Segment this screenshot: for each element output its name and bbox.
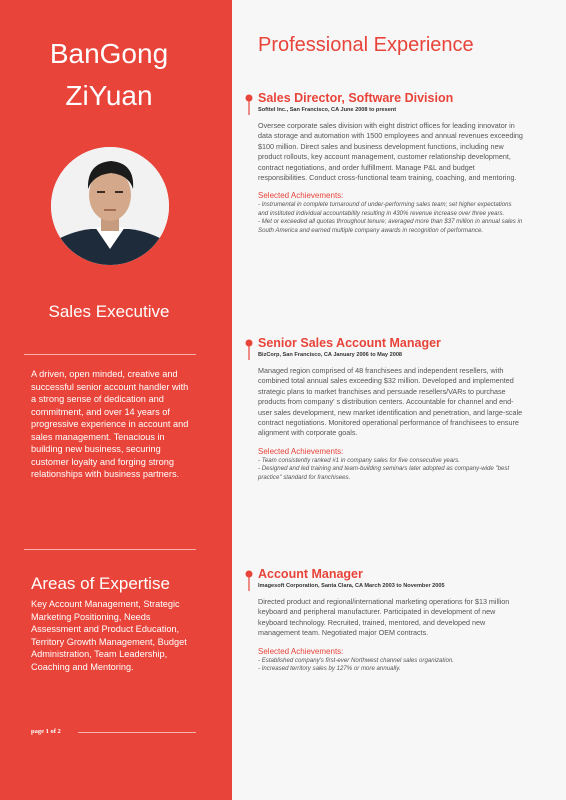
achievements-list [258,657,523,674]
job-role: Sales Executive [48,302,170,321]
achievements-list [258,457,523,483]
job-entry [258,91,523,235]
achievement-item: - Increased territory sales by 127% or more annually. [258,665,401,673]
job-meta: Imagesoft Corporation, Santa Clara, CA March 2003 to November 2005 [258,583,445,589]
job-title: Senior Sales Account Manager [258,336,441,350]
job-description: Managed region comprised of 48 franchisees and independent resellers, with combined total annual sales exceeding $32 million. Developed and implemented strategic plans to market franchises and persuade resellers/VARs to purchase products from company' s distribution centers. Accountable for channel and end-user sales development, new market identification and penetration, and large-scale contract negotiations. Monitored operational performance of franchisees to ensure alignment with corporate goals. [258,366,523,438]
job-entry [258,336,523,482]
expertise-title: Areas of Expertise [31,574,170,593]
achievement-item: - Team consistently ranked #1 in company sales for five consecutive years. [258,456,460,464]
achievements-title: Selected Achievements: [258,646,344,656]
profile-summary: A driven, open minded, creative and successful senior account handler with a strong sense of dedication and commitment, and over 14 years of progressive experience in account and sales management. Tenacious in building new business, securing customer loyalty and forging strong relationships with business partners. [31,369,189,479]
map-pin-icon [244,569,254,591]
divider [24,354,196,355]
job-meta: BizCorp, San Francisco, CA January 2006 to May 2008 [258,352,403,358]
achievement-item: - Established company's first-ever Northwest channel sales organization. [258,656,454,664]
experience-title: Professional Experience [258,34,474,56]
expertise-text: Key Account Management, Strategic Marketing Positioning, Needs Assessment and Product Education, Territory Growth Management, Budget Administration, Team Leadership, Coaching and Mentoring. [31,599,187,672]
profile-photo [51,147,169,265]
job-meta: Softtel Inc., San Francisco, CA June 2008 to present [258,107,397,113]
achievement-item: - Instrumental in complete turnaround of under-performing sales team; set higher expectations and instituted individual accountability resulting in 430% revenue increase over three years. [258,201,512,217]
achievement-item: - Met or exceeded all quotas throughout tenure; averaged more than $37 million in annual sales in South America and earned multiple company awards in recognition of performance. [258,218,523,234]
job-title: Account Manager [258,567,363,581]
job-title: Sales Director, Software Division [258,91,454,105]
first-name: BanGong [49,38,169,69]
page-number: page 1 of 2 [31,728,61,735]
achievements-title: Selected Achievements: [258,191,344,201]
achievements-title: Selected Achievements: [258,446,344,456]
job-description: Oversee corporate sales division with eight district offices for leading innovator in data storage and automation with 1500 employees and annual revenues exceeding $100 million. Direct sales and business development functions, including new product rollouts, key account management, customer relationship development, contract negotiations, and order fulfillment. Manage P&L and budget responsibilities. Conduct cross-functional team training, coaching, and mentoring. [258,121,523,183]
map-pin-icon [244,338,254,360]
job-description: Directed product and regional/international marketing operations for $13 million keyboard and peripheral manufacturer. Participated in development of new keyboard technology. Recruited, trained, mentored, and developed new management team. Negotiated major OEM contracts. [258,597,510,638]
sidebar-edge [218,0,232,800]
divider [24,549,196,550]
divider [78,732,196,733]
job-entry [258,567,523,674]
map-pin-icon [244,93,254,115]
last-name: ZiYuan [65,80,153,111]
achievement-item: - Designed and led training and team-building seminars later adopted as company-wide "best practice" standard for franchisees. [258,465,510,481]
achievements-list [258,201,523,235]
